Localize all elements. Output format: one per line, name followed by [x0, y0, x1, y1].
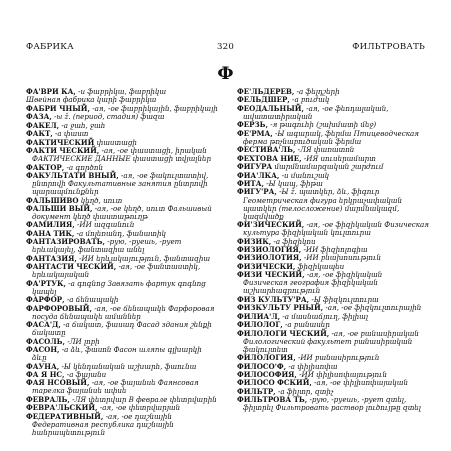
entry-definition: -ЛЯ փառատոն [297, 145, 355, 155]
entry-definition: -и մանուշակ [281, 170, 330, 180]
entry-definition: -ая, -ое ֆեոդալական, ավատատիրական [243, 103, 389, 121]
entry-definition: -ая, -ое ֆիզիկական Физическая культура ֆիզիկական կուլտուրա [243, 220, 429, 238]
entry-headword: ФАНТАЗИРОВАТЬ, [26, 237, 105, 247]
entry-headword: ФИЛОЛОГ, [237, 320, 283, 330]
left-column [26, 88, 218, 444]
entry-definition: -ИИ բանասիրություն [297, 353, 380, 363]
entry-definition: -а ֆիլտր, զտիչ [277, 386, 334, 396]
dictionary-entry [237, 105, 429, 121]
entry-headword: ФИТА, [237, 179, 264, 189]
entry-definition: -а ջահ, ջահ [61, 120, 106, 130]
dictionary-entry [26, 147, 218, 163]
entry-headword: ФАКТИЧЕСКИЙ [26, 137, 95, 147]
entry-definition: կեղծ, սուտ [80, 195, 123, 205]
entry-headword: ФАРФОРОВЫЙ, [26, 303, 92, 313]
entry-definition: -ая, -ое կեղծ, սուտ Фальшивый документ կեղծ փաստաթուղթ [32, 203, 212, 221]
entry-definition: -а ֆիզիկոս [273, 236, 316, 246]
entry-headword: ФАКТОР, [26, 162, 65, 172]
entry-definition: -а մասնաճյուղ, ֆիլիալ [282, 311, 369, 321]
dictionary-entry [26, 172, 218, 196]
entry-headword: ФИЗКУЛЬТУ РНЫЙ, [237, 303, 324, 313]
entry-definition: -а ֆելդշերի [296, 88, 340, 96]
section-letter: Ф [217, 64, 234, 84]
entry-definition: -а գոգնոց Завязать фартук գոգնոց կապել [32, 278, 206, 296]
entry-definition: -ая, -ое ֆաբրիկային, ֆաբրիկայի [92, 103, 218, 113]
entry-headword: ФИЗИЧЕСКИ, [237, 261, 296, 271]
entry-headword: ФЕ'РМА, [237, 128, 273, 138]
dictionary-entry [26, 263, 218, 279]
entry-headword: ФА'ВРИ КА, [26, 88, 76, 96]
dictionary-entry [237, 130, 429, 146]
entry-definition: -а գործոն [66, 162, 103, 172]
entry-headword: ФИЛОЛОГИ ЧЕСКИЙ, [237, 328, 330, 338]
entry-headword: ФАКЕЛ, [26, 120, 60, 130]
entry-headword: ФЕРЗЬ, [237, 120, 268, 130]
entry-definition: -ая, -ое ճենապակե Фарфоровая посуда ճենապակե ամաններ [32, 303, 215, 321]
entry-headword: ФА Я НС, [26, 369, 65, 379]
dictionary-entry [26, 205, 218, 221]
entry-definition: -а ձև, ֆասոն Фасон шляпы գլխարկի ձևը [32, 345, 202, 363]
entry-headword: ФАСОН, [26, 345, 60, 355]
dictionary-entry [237, 271, 429, 295]
entry-headword: ФИЗ КУЛЬТУ'РА, [237, 294, 310, 304]
entry-headword: ФИГУРА [237, 162, 273, 172]
dictionary-entry [26, 346, 218, 362]
entry-definition: -а ճակատ, ֆասադ Фасад здания շենքի ճակատը [32, 320, 212, 338]
dictionary-entry [26, 280, 218, 296]
entry-headword: ФЕВРАЛЬ, [26, 394, 70, 404]
entry-headword: ФАНТАСТИ ЧЕСКИЙ, [26, 262, 117, 272]
entry-definition: ֆիզիկապես [297, 261, 345, 271]
entry-definition: -ая, -ое փաստացի, իրական ФАКТИЧЕСКИЕ ДАННЫЕ փաստացի տվյալներ [32, 146, 212, 164]
entry-definition: -ИИ բնախոսություն [303, 253, 381, 263]
header-last-word: ФИЛЬТРОВАТЬ [352, 42, 425, 52]
entry-headword: ФЕВРА'ЛЬСКИЙ, [26, 403, 98, 413]
entry-headword: ФАНА ТИК, [26, 228, 75, 238]
entry-definition: -ИИ փիլիսոփայություն [299, 369, 387, 379]
entry-headword: ФИЛОСО ФСКИЙ, [237, 378, 312, 388]
entry-headword: ФЕХТОВА НИЕ, [237, 153, 302, 163]
entry-definition: -рую, -руешь, -рует երևակայել, ֆանտազիա անել [32, 237, 182, 255]
entry-definition: -ая, -ое բանասիրական Филологический факультет բանասիրական ֆակուլտետ [243, 328, 419, 354]
entry-definition: փաստացի [96, 137, 137, 147]
entry-headword: ФАЯ НСОВЫЙ, [26, 378, 90, 388]
entry-definition: -Ы կապ, ֆիթա [266, 179, 323, 189]
entry-definition: -ая, -ое ֆիզկուլտուրային [325, 303, 422, 313]
entry-headword: ФИЗИОЛОТИЯ, [237, 253, 302, 263]
entry-definition: -ы ž. (период, стадия) ֆազա [54, 112, 165, 122]
entry-definition: -а փիլիսոփա [288, 361, 338, 371]
header-first-word: ФАБРИКА [26, 42, 74, 52]
dictionary-entry [26, 379, 218, 395]
entry-headword: ФА'РТУК, [26, 278, 66, 288]
dictionary-entry [237, 188, 429, 220]
entry-headword: ФАРФОР, [26, 295, 65, 305]
entry-headword: ФИЗИК, [237, 236, 272, 246]
entry-definition: -я թագուհի (շախմատի մեջ) [270, 120, 377, 130]
entry-headword: ФИ'ЗИЧЕСКИЙ, [237, 220, 305, 230]
entry-definition: -Ы ագարակ, ֆերմա Птицеводческая ферма թռչնաբուծական ֆերմա [243, 128, 419, 146]
entry-headword: ФЕДЕРАТИВНЫЙ, [26, 411, 104, 421]
entry-headword: ФЕЛЬДШЕР, [237, 95, 290, 105]
entry-headword: ФАСА'Д, [26, 320, 61, 330]
entry-definition: -а բանասեր [284, 320, 330, 330]
page-number: 320 [216, 42, 235, 52]
dictionary-entry [237, 330, 429, 354]
entry-headword: ФИЛИА'Л, [237, 311, 281, 321]
entry-definition: -ая, -ое ֆանտաստիկ, երևակայական [32, 262, 201, 280]
entry-definition: -и ֆաբրիկա, ֆաբրիկա [78, 88, 167, 96]
entry-headword: ФЕОДАЛЬНЫЙ, [237, 103, 304, 113]
dictionary-entry [26, 238, 218, 254]
entry-headword: ФИЗИОЛОГИЯ, [237, 244, 302, 254]
entry-definition: -а բուժակ [292, 95, 330, 105]
entry-headword: ФАКТИ ЧЕСКИЙ, [26, 146, 100, 156]
entry-headword: ФАЛЬШИВО [26, 195, 79, 205]
entry-definition: -рую, -руешь, -рует զտել, ֆիլտրել Фильтровать раствор լուծույթը զտել [243, 395, 421, 413]
entry-definition: -ая, -ое ֆիզիկական Физическая география ֆիզիկական աշխարհագրություն [243, 270, 383, 296]
entry-definition: -а մոլեռանդ, ֆանատիկ [76, 228, 166, 238]
entry-headword: ФАКУЛЬТАТИ ВНЫЙ, [26, 170, 119, 180]
entry-definition: -а փաստ [54, 129, 89, 139]
entry-definition: -Ы ֆիզկուլտուրա [311, 294, 379, 304]
entry-definition: մարմնամարզական շարժում [274, 162, 384, 172]
running-header [26, 42, 425, 54]
entry-headword: ФАЗА, [26, 112, 52, 122]
entry-headword: ФЕ'ЛЬДЕРЕВ, [237, 88, 295, 96]
entry-definition: -ая, -ое ֆայանսե Фаянсовая тарелка ֆայանսե ափսե [32, 378, 199, 396]
entry-headword: ФАБРИ ЧНЫЙ, [26, 103, 90, 113]
dictionary-entry [26, 321, 218, 337]
entry-definition: -ИИ ազգանուն [77, 220, 135, 230]
entry-headword: ФАУНА, [26, 361, 60, 371]
entry-definition: -ая, -ое ֆակուլտատիվ, ընտրովի Факультативные занятия ընտրովի պարապմունքներ [32, 170, 209, 197]
entry-headword: ФИЛОСОФИЯ, [237, 369, 297, 379]
entry-headword: ФАЛЬШИ ВЫЙ, [26, 203, 93, 213]
entry-headword: ФАКТ, [26, 129, 53, 139]
entry-headword: ФАНТАЗИЯ, [26, 253, 77, 263]
entry-definition: -ая, -ое փետրվարյան [99, 403, 181, 413]
dictionary-entry [26, 305, 218, 321]
entry-definition: -ИЯ սուսերամարտ [303, 153, 376, 163]
entry-headword: ФИЗИ ЧЕСКИЙ, [237, 270, 305, 280]
entry-headword: ФИА'ЛКА, [237, 170, 280, 180]
entry-definition: -ЛИ լոբի [67, 336, 100, 346]
entry-headword: ФАМИЛИЯ, [26, 220, 75, 230]
dictionary-entry [237, 221, 429, 237]
entry-definition: -Ы ž. պատկեր, ձև, ֆիգուր Геометрическая фигура երկրաչափական պատկեր (телосложение) մարմնակազմ, կազմվածք [243, 187, 403, 221]
entry-definition: -ая, -ое փիլիսոփայական [314, 378, 408, 388]
entry-definition: -ая, -ое դաշնային Федеративная республика դաշնային հանրապետություն [32, 411, 174, 437]
entry-headword: ФАСОЛЬ, [26, 336, 65, 346]
dictionary-entry [237, 396, 429, 412]
entry-headword: ФИЛОЛОГИЯ, [237, 353, 296, 363]
entry-headword: ФИЛОСО'Ф, [237, 361, 287, 371]
entry-definition: -Ы կենդանական աշխարհ, ֆաունա [61, 361, 197, 371]
entry-headword: ФИЛЬТРОВА ТЬ, [237, 395, 308, 405]
entry-headword: ФЕСТИВА'ЛЬ, [237, 145, 296, 155]
entry-headword: ФИЛЬТР, [237, 386, 276, 396]
entry-definition: -а ճենապակի [66, 295, 119, 305]
dictionary-entry [26, 413, 218, 437]
entry-definition: -а ֆայանս [66, 369, 107, 379]
entry-definition: Швейная фабрика կարի ֆաբրիկա [26, 95, 157, 105]
entry-definition: -ИИ ֆիզիոլոգիա [303, 244, 368, 254]
right-column [237, 88, 429, 444]
entry-headword: ФИГУ'РА, [237, 187, 277, 197]
entry-definition: -ИИ երևակայություն, ֆանտազիա [79, 253, 211, 263]
entry-definition: -ЛЯ փետրվար В феврале փետրվարին [72, 394, 217, 404]
